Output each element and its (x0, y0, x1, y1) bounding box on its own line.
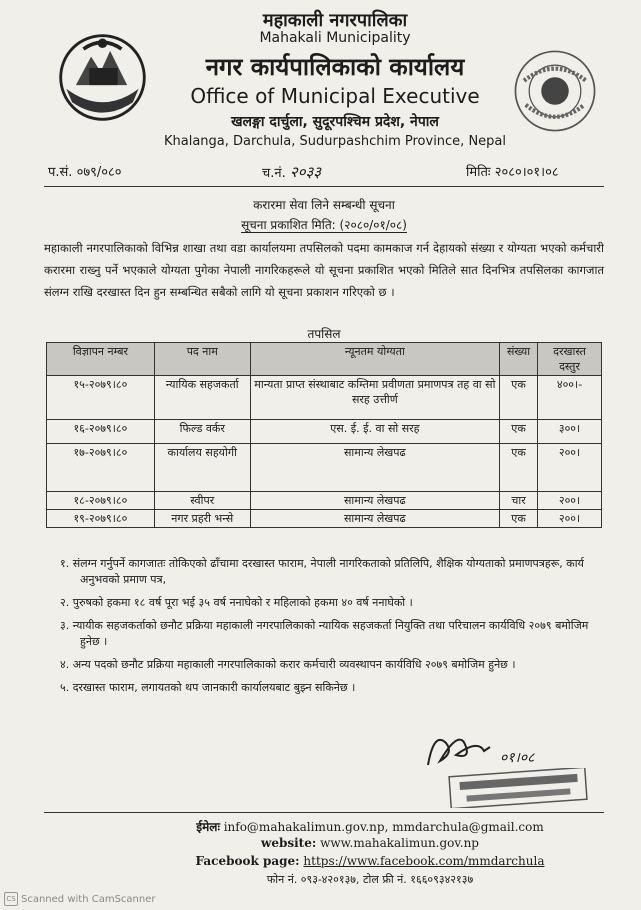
table-row (47, 444, 602, 492)
address-english: Khalanga, Darchula, Sudurpashchim Province, Nepal (163, 134, 507, 149)
office-name-nepali: नगर कार्यपालिकाको कार्यालय (205, 53, 465, 81)
chalani-value: २०३३ (289, 163, 322, 181)
qualification-cell: एस. ई. ई. वा सो सरह (250, 420, 499, 444)
notice-body: महाकाली नगरपालिकाको विभिन्न शाखा तथा वडा कार्यालयमा तपसिलको पदमा कामकाज गर्न देहायको संख्या र योग्यता भएको कर्मचारी करारमा राख्नु पर्ने भएकाले योग्यता पुगेका नेपाली नागरिकहरूले यो सूचना प्रकाशित भएको मितिले सात दिनभित्र तपसिलका कागजात संलग्न राखि दरखास्त दिन हुन सम्बन्धित सबैको लागि यो सूचना प्रकाशन गरिएको छ । (44, 241, 604, 299)
publish-date-text: सूचना प्रकाशित मिति: (२०८०/०१/०८) (241, 218, 407, 232)
col-count: संख्या (500, 343, 538, 376)
email-label: ईमेलः (196, 820, 220, 834)
ad-number-cell: १८-२०७९।८० (47, 492, 155, 510)
email-value[interactable]: info@mahakalimun.gov.np, mmdarchula@gmail.com (223, 820, 544, 834)
qualification-cell: मान्यता प्राप्त संस्थाबाट कम्तिमा प्रवीणता प्रमाणपत्र तह वा सो सरह उत्तीर्ण (250, 376, 499, 420)
official-stamp (446, 768, 591, 808)
website-value[interactable]: www.mahakalimun.gov.np (320, 836, 479, 850)
facebook-link[interactable]: https://www.facebook.com/mmdarchula (303, 854, 545, 868)
email-line (150, 818, 590, 835)
municipality-name-english: Mahakali Municipality (259, 30, 411, 46)
issue-date-value: २०८०।०१।०८ (494, 165, 559, 180)
chalani-number (262, 162, 321, 182)
col-ad-number: विज्ञापन नम्बर (47, 343, 155, 376)
municipality-name-nepali: महाकाली नगरपालिका (262, 10, 408, 31)
fee-cell: २००। (538, 510, 602, 528)
list-item: २. पुरुषको हकमा १८ वर्ष पूरा भई ३५ वर्ष ननाघेको र महिलाको हकमा ४० वर्ष ननाघेको । (60, 596, 413, 609)
table-row (47, 420, 602, 444)
vacancy-table (46, 342, 602, 528)
table-row (47, 510, 602, 528)
qualification-cell: सामान्य लेखपढ (250, 444, 499, 492)
website-line (150, 836, 590, 850)
nepal-emblem-icon (55, 30, 150, 125)
phone-line: फोन नं. ०९३-४२०१३७, टोल फ्री नं. १६६०९३४२१३७ (266, 873, 474, 886)
issue-date (466, 162, 559, 180)
post-cell: कार्यालय सहयोगी (154, 444, 250, 492)
list-item: १. संलग्न गर्नुपर्ने कागजातः तोकिएको ढाँचामा दरखास्त फाराम, नेपाली नागरिकताको प्रतिलिपि, शैक्षिक योग्यताको प्रमाणपत्रहरू, कार्य अनुभवको प्रमाण पत्र, (60, 557, 584, 586)
ps-number: प.सं. ०७९/०८० (48, 165, 122, 180)
fee-cell: ३००। (538, 420, 602, 444)
fee-cell: २००। (538, 444, 602, 492)
issue-date-label: मितिः (466, 165, 491, 180)
post-cell: न्यायिक सहजकर्ता (154, 376, 250, 420)
website-label: website: (261, 836, 317, 850)
count-cell: एक (500, 510, 538, 528)
notice-subject: करारमा सेवा लिने सम्बन्धी सूचना (253, 198, 395, 212)
col-fee: दरखास्त दस्तुर (538, 343, 602, 376)
address-nepali: खलङ्गा दार्चुला, सुदूरपश्चिम प्रदेश, नेपाल (231, 114, 439, 130)
publish-date (44, 216, 604, 233)
camscanner-watermark (4, 892, 156, 906)
list-item: ३. न्यायीक सहजकर्ताको छनौट प्रक्रिया महाकाली नगरपालिकाको न्यायिक सहजकर्ता नियुक्ति तथा परिचालन कार्यविधि २०७९ बमोजिम हुनेछ । (60, 619, 589, 648)
list-item: ५. दरखास्त फाराम, लगायतको थप जानकारी कार्यालयबाट बुझ्न सकिनेछ । (60, 681, 356, 694)
ad-number-cell: १९-२०७९।८० (47, 510, 155, 528)
table-caption: तपसिल (307, 327, 341, 341)
qualification-cell: सामान्य लेखपढ (250, 492, 499, 510)
conditions-list (60, 556, 605, 703)
header-divider (44, 186, 604, 187)
count-cell: एक (500, 376, 538, 420)
watermark-text: Scanned with CamScanner (21, 893, 156, 905)
facebook-line (150, 854, 590, 868)
table-header-row (47, 343, 602, 376)
footer-divider (44, 812, 604, 813)
col-post: पद नाम (154, 343, 250, 376)
municipality-seal-icon (512, 48, 598, 134)
post-cell: फिल्ड वर्कर (154, 420, 250, 444)
office-name-english: Office of Municipal Executive (190, 84, 480, 108)
col-qualification: न्यूनतम योग्यता (250, 343, 499, 376)
ad-number-cell: १७-२०७९।८० (47, 444, 155, 492)
signature-date: ०१।०८ (500, 750, 535, 766)
count-cell: चार (500, 492, 538, 510)
chalani-label: च.नं. (262, 166, 286, 181)
count-cell: एक (500, 420, 538, 444)
facebook-label: Facebook page: (195, 854, 300, 868)
ad-number-cell: १६-२०७९।८० (47, 420, 155, 444)
list-item: ४. अन्य पदको छनौट प्रक्रिया महाकाली नगरपालिकाको करार कर्मचारी व्यवस्थापन कार्यविधि २०७९ बमोजिम हुनेछ । (60, 658, 516, 671)
post-cell: नगर प्रहरी भन्से (154, 510, 250, 528)
table-row (47, 376, 602, 420)
fee-cell: ४००।- (538, 376, 602, 420)
table-row (47, 492, 602, 510)
ad-number-cell: १५-२०७९।८० (47, 376, 155, 420)
fee-cell: २००। (538, 492, 602, 510)
camscanner-icon: CS (4, 892, 18, 906)
qualification-cell: सामान्य लेखपढ (250, 510, 499, 528)
post-cell: स्वीपर (154, 492, 250, 510)
count-cell: एक (500, 444, 538, 492)
